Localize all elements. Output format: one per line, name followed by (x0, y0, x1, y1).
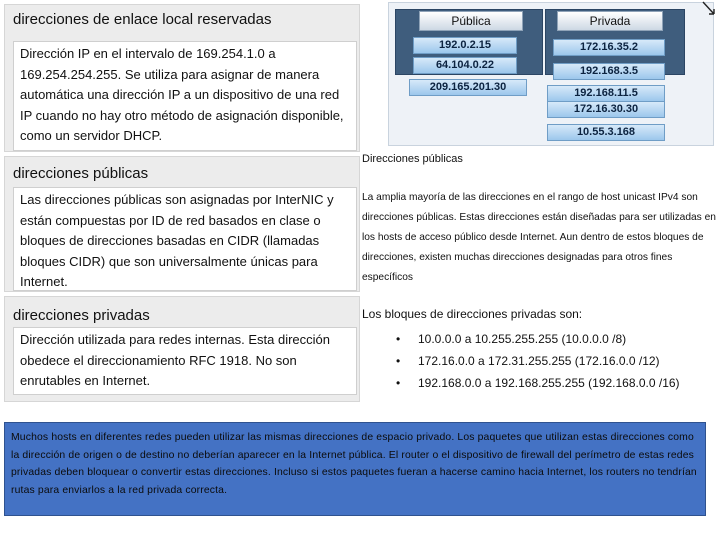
private-ranges-list (396, 328, 716, 394)
private-range-item: • 10.0.0.0 a 10.255.255.255 (10.0.0.0 /8) (396, 328, 716, 350)
private-range-item: • 192.168.0.0 a 192.168.255.255 (192.168.0.0 /16) (396, 372, 716, 394)
public-info-text: La amplia mayoría de las direcciones en el rango de host unicast IPv4 son direcciones públicas. Estas direcciones están diseñadas para ser utilizadas en los hosts de acceso público desde Internet. Aun dentro de estos bloques de direcciones, existen muchas direcciones designadas para otros fines específicos (362, 192, 716, 283)
cursor-arrow-icon (702, 1, 716, 17)
public-card (4, 156, 360, 292)
public-info-heading: Direcciones públicas (362, 153, 463, 165)
private-ranges-heading: Los bloques de direcciones privadas son: (362, 307, 583, 321)
private-ip-3: 192.168.11.5 (547, 85, 665, 102)
private-ip-1: 172.16.35.2 (553, 39, 665, 56)
public-column-header: Pública (419, 11, 523, 31)
public-ip-1: 192.0.2.15 (413, 37, 517, 54)
link-local-title: direcciones de enlace local reservadas (13, 11, 272, 28)
private-card (4, 296, 360, 402)
ip-address-diagram (388, 2, 714, 146)
private-ip-5: 10.55.3.168 (547, 124, 665, 141)
public-body: Las direcciones públicas son asignadas por InterNIC y están compuestas por ID de red basados en clase o bloques de direcciones basadas en CIDR (llamadas bloques CIDR) que son universalmente únicas para Internet. (13, 187, 357, 291)
private-title: direcciones privadas (13, 307, 150, 324)
public-title: direcciones públicas (13, 165, 149, 182)
private-ip-4: 172.16.30.30 (547, 101, 665, 118)
link-local-body: Dirección IP en el intervalo de 169.254.1.0 a 169.254.254.255. Se utiliza para asignar de manera automática una dirección IP a un dispositivo de una red IP cuando no hay otro método de asignación disponible, como un servidor DHCP. (13, 41, 357, 151)
link-local-card (4, 4, 360, 152)
private-range-item: • 172.16.0.0 a 172.31.255.255 (172.16.0.0 /12) (396, 350, 716, 372)
private-body: Dirección utilizada para redes internas. Esta dirección obedece el direccionamiento RFC 1918. No son enrutables en Internet. (13, 327, 357, 395)
public-ip-2: 64.104.0.22 (413, 57, 517, 74)
private-column-header: Privada (557, 11, 663, 31)
public-ip-3: 209.165.201.30 (409, 79, 527, 96)
private-ip-2: 192.168.3.5 (553, 63, 665, 80)
private-routing-note: Muchos hosts en diferentes redes pueden utilizar las mismas direcciones de espacio privado. Los paquetes que utilizan estas direcciones como la dirección de origen o de destino no deberían aparecer en la Internet pública. El router o el dispositivo de firewall del perímetro de estas redes privadas deben bloquear o convertir estas direcciones. Incluso si estos paquetes fueran a hacerse camino hacia Internet, los routers no tendrían rutas para enviarlos a la red privada correcta. (4, 422, 706, 516)
